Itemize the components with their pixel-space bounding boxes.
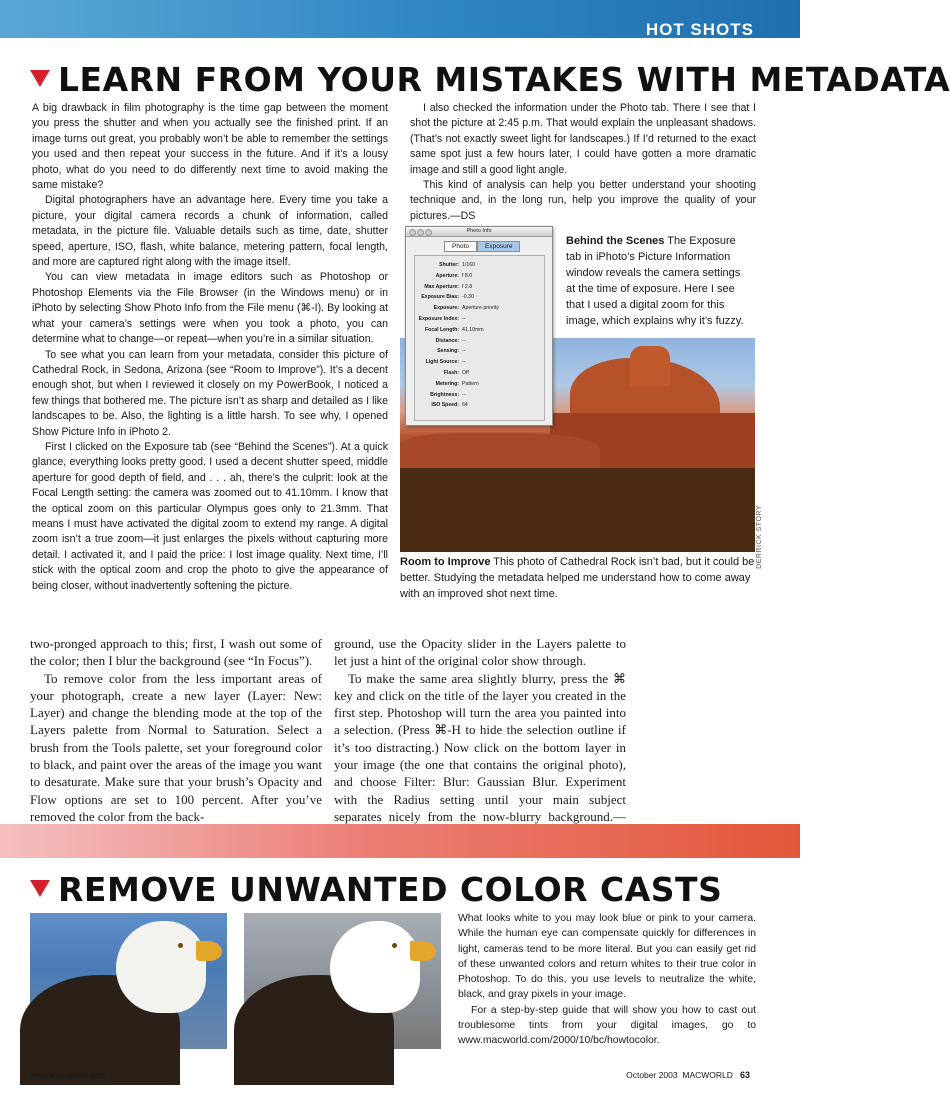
- exposure-field-label: Light Source:: [425, 359, 459, 366]
- paragraph: To see what you can learn from your metadata, consider this picture of Cathedral Rock, in Sedona, Arizona (see “Room to Improve”). It’s a decent enough shot, but when I reviewed it closely on my PowerBook, I noticed a few things that bothered me. The picture isn’t as sharp and detailed as I like landscapes to be. Also, the lighting is a little harsh. To see why, I opened Show Picture Info in iPhoto 2.: [32, 348, 388, 438]
- paragraph: For a step-by-step guide that will show you how to cast out troublesome tints from your digital images, go to www.macworld.com/2000/10/bc/howtocolor.: [458, 1004, 756, 1047]
- exposure-row: [415, 305, 544, 313]
- exposure-row: [415, 327, 544, 335]
- footer-url: www.macworld.com: [30, 1071, 107, 1080]
- caption-lead: Room to Improve: [400, 556, 491, 568]
- exposure-field-value: Off: [462, 370, 469, 376]
- paragraph: I also checked the information under the Photo tab. There I see that I shot the picture at 2:45 p.m. That would explain the unpleasant shadows. (That’s not exactly sweet light for landscapes.) If I’d returned to the exact same spot just a few hours later, I could have gotten a more dramatic image and still a good light angle.: [410, 102, 756, 176]
- exposure-field-label: Brightness:: [430, 391, 459, 398]
- exposure-field-value: 1/160: [462, 262, 475, 268]
- footer-issue: October 2003: [626, 1070, 678, 1080]
- paragraph: First I clicked on the Exposure tab (see “Behind the Scenes”). At a quick glance, everything looks pretty good. I used a decent shutter speed, middle aperture for good depth of field, and . . . ah, there’s the culprit: look at the Focal Length setting: the camera was zoomed out to 41.10mm. I know that the optical zoom on this particular Olympus goes only to 21.3mm. That means I must have activated the digital zoom to extend my range. A digital zoom isn’t a true zoom—it just enlarges the pixels without capturing more detail. I activated it, and I paid the price: I lost image quality. Next time, I’ll stick with the optical zoom and crop the photo to give the appearance of being closer, without inadvertently softening the picture.: [32, 440, 388, 592]
- exposure-field-value: --: [462, 316, 466, 322]
- article-column-left: [32, 101, 388, 594]
- caption-behind-the-scenes: [566, 233, 752, 329]
- eagle-photo-blue-cast: [30, 913, 227, 1049]
- paragraph: Digital photographers have an advantage here. Every time you take a picture, your digital camera records a chunk of information, called metadata, in the picture file. Valuable details such as time, date, shutter speed, aperture, ISO, flash, white balance, metering pattern, focal length, and more are captured right along with the image itself.: [32, 194, 388, 269]
- paragraph: To remove color from the less important areas of your photograph, create a new layer (Layer: New: Layer) and change the blending mode at the top of the Layers palette from Normal to Saturation. Select a brush from the Tools palette, set your foreground color to black, and paint over the areas of the image you want to desaturate. Make sure that your brush’s Opacity and Flow options are set to 100 percent. After you’ve removed the color from the back-: [30, 670, 322, 824]
- exposure-field-label: Exposure:: [433, 305, 459, 312]
- decorative-band: [0, 824, 800, 858]
- section-label: HOT SHOTS: [645, 20, 754, 39]
- exposure-field-value: 41.10mm: [462, 326, 484, 333]
- exposure-field-label: Flash:: [443, 370, 459, 376]
- article-title-text: LEARN FROM YOUR MISTAKES WITH METADATA: [58, 60, 950, 99]
- exposure-row: [415, 392, 544, 400]
- footer-magazine: MACWORLD: [682, 1070, 733, 1080]
- article-title-text: REMOVE UNWANTED COLOR CASTS: [58, 870, 723, 909]
- exposure-field-value: Aperture priority: [462, 305, 499, 312]
- exposure-field-label: Focal Length:: [424, 326, 459, 333]
- exposure-field-value: --: [462, 359, 466, 366]
- continued-column-right: [334, 635, 626, 843]
- photo-credit: DERRICK STORY: [756, 505, 763, 569]
- tab-photo: Photo: [444, 241, 477, 252]
- exposure-row: [415, 338, 544, 346]
- paragraph: A big drawback in film photography is the time gap between the moment you press the shutter and when you actually see the finished print. If an image turns out great, you probably won’t be able to remember the settings you used and then repeat your success in the future. And if it’s a lousy photo, what do you need to do differently next time to avoid making the same mistake?: [32, 102, 388, 192]
- article-title: [30, 60, 950, 99]
- window-titlebar: [406, 227, 552, 237]
- exposure-field-value: --: [462, 391, 466, 398]
- exposure-row: [415, 402, 544, 410]
- exposure-field-value: --: [462, 337, 466, 344]
- paragraph: two-pronged approach to this; first, I wash out some of the color; then I blur the background (see “In Focus”).: [30, 636, 322, 669]
- caption-lead: Behind the Scenes: [566, 235, 665, 247]
- eagle-photo-corrected: [244, 913, 441, 1049]
- triangle-bullet-icon: [30, 880, 50, 897]
- exposure-row: [415, 294, 544, 302]
- tab-bar: [444, 241, 520, 252]
- continued-column-left: [30, 635, 322, 825]
- exposure-row: [415, 262, 544, 270]
- exposure-field-value: f 8.0: [462, 272, 473, 279]
- exposure-info-panel: [414, 255, 545, 421]
- caption-text: The Exposure tab in iPhoto’s Picture Information window reveals the camera settings at the time of exposure. Here I see that I used a digital zoom for this image, which explains why it’s fuzzy.: [566, 235, 744, 327]
- exposure-field-label: Max Aperture:: [424, 283, 459, 290]
- window-title: Photo Info: [466, 228, 492, 234]
- exposure-field-label: Sensing:: [437, 348, 459, 355]
- paragraph: What looks white to you may look blue or pink to your camera. While the human eye can compensate quickly for differences in light, cameras tend to be more literal. But you can easily get rid of these unwanted colors and return whites to their true color in Photoshop. To do this, you use levels to neutralize the white, black, and gray pixels in your image.: [458, 913, 756, 1001]
- article-title: [30, 870, 722, 909]
- exposure-field-label: ISO Speed:: [431, 402, 459, 409]
- exposure-field-value: Pattern: [462, 380, 479, 387]
- caption-room-to-improve: [400, 554, 760, 602]
- paragraph: To make the same area slightly blurry, press the ⌘ key and click on the title of the layer you created in the first step. Photoshop will turn the area you painted into a selection. (Press ⌘-H to hide the selection outline if it’s too distracting.) Now click on the bottom layer in your image (the one that contains the original photo), and choose Filter: Blur: Gaussian Blur. Experiment with the Radius setting until your main subject separates nicely from the now-blurry background.—: [334, 670, 626, 824]
- exposure-field-label: Exposure Bias:: [421, 294, 459, 301]
- page-number: 63: [739, 1070, 750, 1080]
- exposure-field-value: 64: [462, 402, 468, 409]
- tab-exposure: Exposure: [477, 241, 520, 252]
- exposure-row: [415, 359, 544, 367]
- exposure-field-label: Distance:: [435, 337, 459, 344]
- exposure-field-value: -0.30: [462, 294, 474, 301]
- exposure-field-value: f 2.8: [462, 283, 473, 290]
- exposure-row: [415, 348, 544, 356]
- exposure-field-label: Metering:: [435, 380, 459, 387]
- article-column-right: [410, 101, 756, 224]
- exposure-field-label: Exposure Index:: [418, 316, 459, 322]
- exposure-row: [415, 273, 544, 281]
- triangle-bullet-icon: [30, 70, 50, 87]
- exposure-row: [415, 370, 544, 378]
- exposure-field-label: Aperture:: [435, 272, 459, 279]
- photo-info-window: [405, 226, 553, 426]
- paragraph: This kind of analysis can help you better understand your shooting technique and, in the long run, help you improve the quality of your pictures.—DS: [410, 179, 756, 222]
- exposure-field-label: Shutter:: [439, 262, 459, 268]
- caption-text: This photo of Cathedral Rock isn’t bad, but it could be better. Studying the metadata helped me understand how to come away with an improved shot next time.: [400, 556, 755, 600]
- exposure-field-value: --: [462, 348, 466, 355]
- footer-folio: [626, 1070, 750, 1080]
- article2-text: [458, 911, 756, 1049]
- exposure-row: [415, 316, 544, 324]
- paragraph: ground, use the Opacity slider in the Layers palette to let just a hint of the original color show through.: [334, 636, 626, 669]
- paragraph: You can view metadata in image editors such as Photoshop or Photoshop Elements via the File Browser (in the Windows menu) or in iPhoto by selecting Show Photo Info from the File menu (⌘-I). By looking at what your camera’s settings were when you took a photo, you can determine what to change—or repeat—when you’re in a similar situation.: [32, 271, 388, 346]
- exposure-row: [415, 381, 544, 389]
- exposure-row: [415, 284, 544, 292]
